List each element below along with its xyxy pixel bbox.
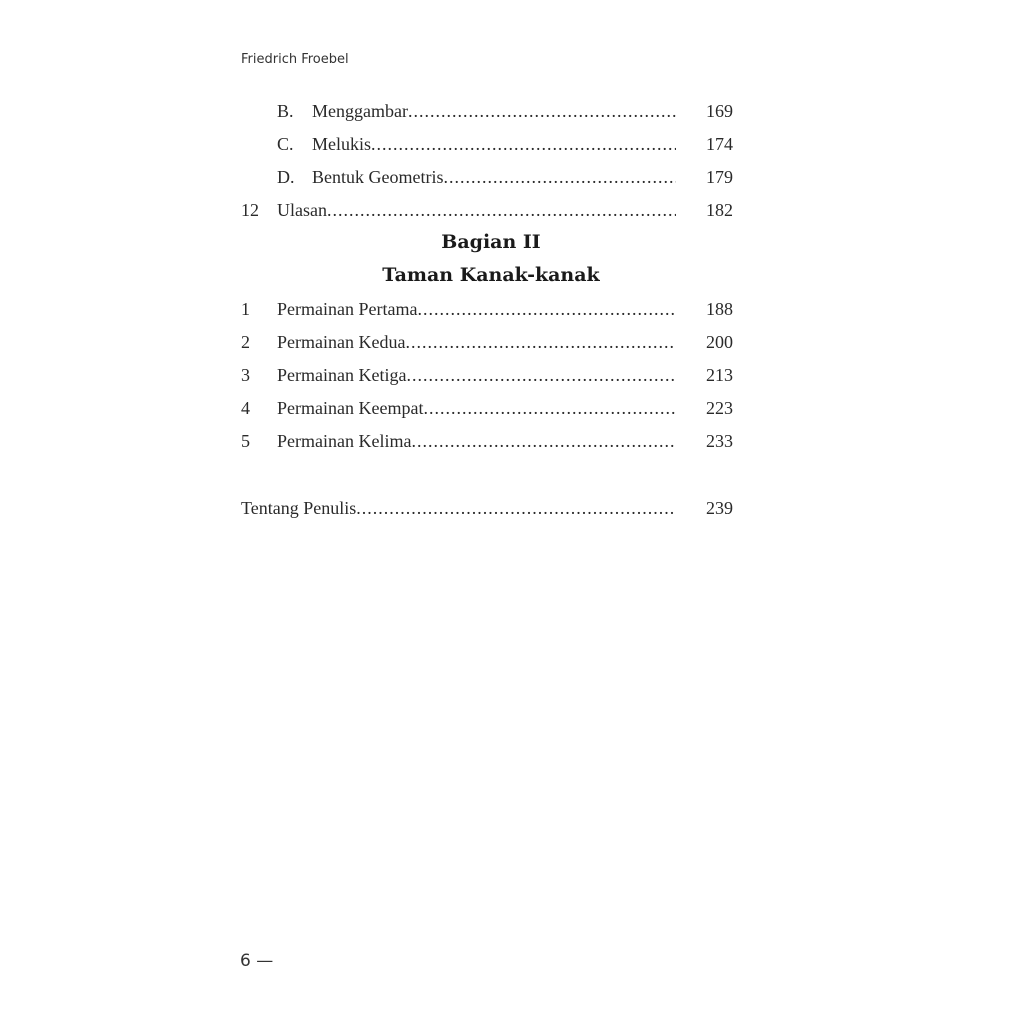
entry-page: 223	[706, 397, 733, 418]
toc-entry	[241, 99, 733, 123]
entry-page: 188	[706, 298, 733, 319]
entry-title: Ulasan	[277, 199, 327, 220]
dot-leader	[356, 498, 676, 519]
entry-page: 174	[706, 133, 733, 154]
entry-page: 169	[706, 100, 733, 121]
dot-leader	[411, 431, 676, 452]
entry-letter: B.	[277, 100, 294, 121]
part-label: Bagian II	[441, 231, 541, 253]
entry-title: Permainan Pertama	[277, 298, 418, 319]
entry-number: 12	[241, 199, 259, 220]
toc-entry	[241, 297, 733, 321]
entry-number: 2	[241, 331, 250, 352]
entry-page: 213	[706, 364, 733, 385]
dot-leader	[371, 134, 676, 155]
toc-entry	[241, 132, 733, 156]
entry-title: Permainan Keempat	[277, 397, 424, 418]
toc-entry	[241, 198, 733, 222]
toc-entry	[241, 496, 733, 520]
entry-letter: D.	[277, 166, 295, 187]
dot-leader	[406, 365, 676, 386]
entry-number: 3	[241, 364, 250, 385]
dot-leader	[423, 398, 676, 419]
dot-leader	[405, 332, 676, 353]
entry-number: 5	[241, 430, 250, 451]
entry-number: 4	[241, 397, 250, 418]
entry-title: Permainan Ketiga	[277, 364, 407, 385]
toc-entry	[241, 429, 733, 453]
part-title: Taman Kanak-kanak	[382, 264, 600, 286]
toc-entry	[241, 396, 733, 420]
entry-number: 1	[241, 298, 250, 319]
entry-page: 179	[706, 166, 733, 187]
toc-entry	[241, 363, 733, 387]
dot-leader	[408, 101, 676, 122]
entry-title: Permainan Kelima	[277, 430, 412, 451]
entry-title: Menggambar	[312, 100, 408, 121]
entry-letter: C.	[277, 133, 294, 154]
entry-page: 233	[706, 430, 733, 451]
toc-entry	[241, 330, 733, 354]
dot-leader	[327, 200, 676, 221]
entry-title: Melukis	[312, 133, 372, 154]
entry-page: 182	[706, 199, 733, 220]
dot-leader	[417, 299, 676, 320]
page-number: 6 —	[240, 951, 274, 971]
entry-title: Bentuk Geometris	[312, 166, 444, 187]
entry-title: Tentang Penulis	[241, 497, 357, 518]
entry-page: 239	[706, 497, 733, 518]
running-header: Friedrich Froebel	[241, 52, 349, 67]
entry-title: Permainan Kedua	[277, 331, 406, 352]
dot-leader	[443, 167, 676, 188]
toc-entry	[241, 165, 733, 189]
entry-page: 200	[706, 331, 733, 352]
